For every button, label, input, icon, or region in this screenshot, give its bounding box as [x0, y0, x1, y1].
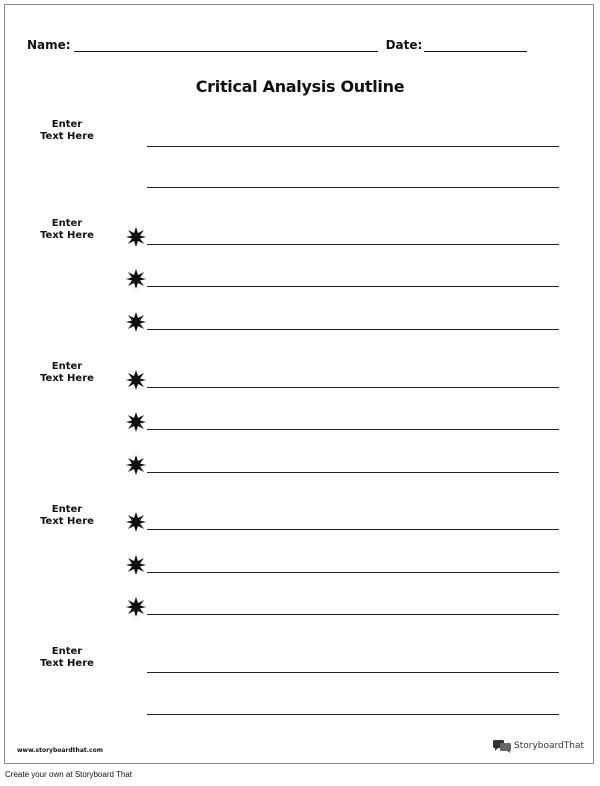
writing-line[interactable]	[147, 672, 559, 673]
section-label[interactable]	[35, 361, 99, 385]
writing-line[interactable]	[147, 146, 559, 147]
starburst-bullet-icon	[126, 227, 146, 247]
section-label-line2: Text Here	[40, 230, 94, 241]
writing-line[interactable]	[147, 472, 559, 473]
writing-line[interactable]	[147, 529, 559, 530]
writing-line[interactable]	[147, 187, 559, 188]
storyboardthat-logo	[493, 739, 584, 753]
starburst-bullet-icon	[126, 370, 146, 390]
name-blank-line[interactable]	[74, 39, 378, 52]
writing-line[interactable]	[147, 429, 559, 430]
logo-text: StoryboardThat	[514, 741, 585, 751]
bottom-caption[interactable]: Create your own at Storyboard That	[5, 770, 133, 779]
section-label-line1: Enter	[51, 646, 83, 657]
section-label-line2: Text Here	[40, 373, 94, 384]
section-label-line2: Text Here	[40, 131, 94, 142]
section-label-line1: Enter	[51, 119, 83, 130]
speech-bubbles-icon	[493, 739, 511, 753]
section-label-line2: Text Here	[40, 658, 94, 669]
section-label-line1: Enter	[51, 361, 83, 372]
worksheet-title: Critical Analysis Outline	[195, 77, 405, 96]
starburst-bullet-icon	[126, 269, 146, 289]
section-label[interactable]	[35, 504, 99, 528]
writing-line[interactable]	[147, 572, 559, 573]
starburst-bullet-icon	[126, 412, 146, 432]
name-label: Name:	[27, 38, 71, 52]
worksheet-page	[4, 4, 594, 764]
section-label-line2: Text Here	[40, 516, 94, 527]
writing-line[interactable]	[147, 244, 559, 245]
section-label[interactable]	[35, 119, 99, 143]
worksheet-header	[27, 38, 527, 52]
starburst-bullet-icon	[126, 455, 146, 475]
writing-line[interactable]	[147, 329, 559, 330]
writing-line[interactable]	[147, 387, 559, 388]
section-label[interactable]	[35, 646, 99, 670]
starburst-bullet-icon	[126, 312, 146, 332]
section-label[interactable]	[35, 218, 99, 242]
starburst-bullet-icon	[126, 512, 146, 532]
date-label: Date:	[385, 38, 423, 52]
section-label-line1: Enter	[51, 504, 83, 515]
footer-url: www.storyboardthat.com	[17, 747, 103, 754]
writing-line[interactable]	[147, 714, 559, 715]
writing-line[interactable]	[147, 286, 559, 287]
starburst-bullet-icon	[126, 555, 146, 575]
starburst-bullet-icon	[126, 597, 146, 617]
date-blank-line[interactable]	[424, 39, 527, 52]
section-label-line1: Enter	[51, 218, 83, 229]
writing-line[interactable]	[147, 614, 559, 615]
